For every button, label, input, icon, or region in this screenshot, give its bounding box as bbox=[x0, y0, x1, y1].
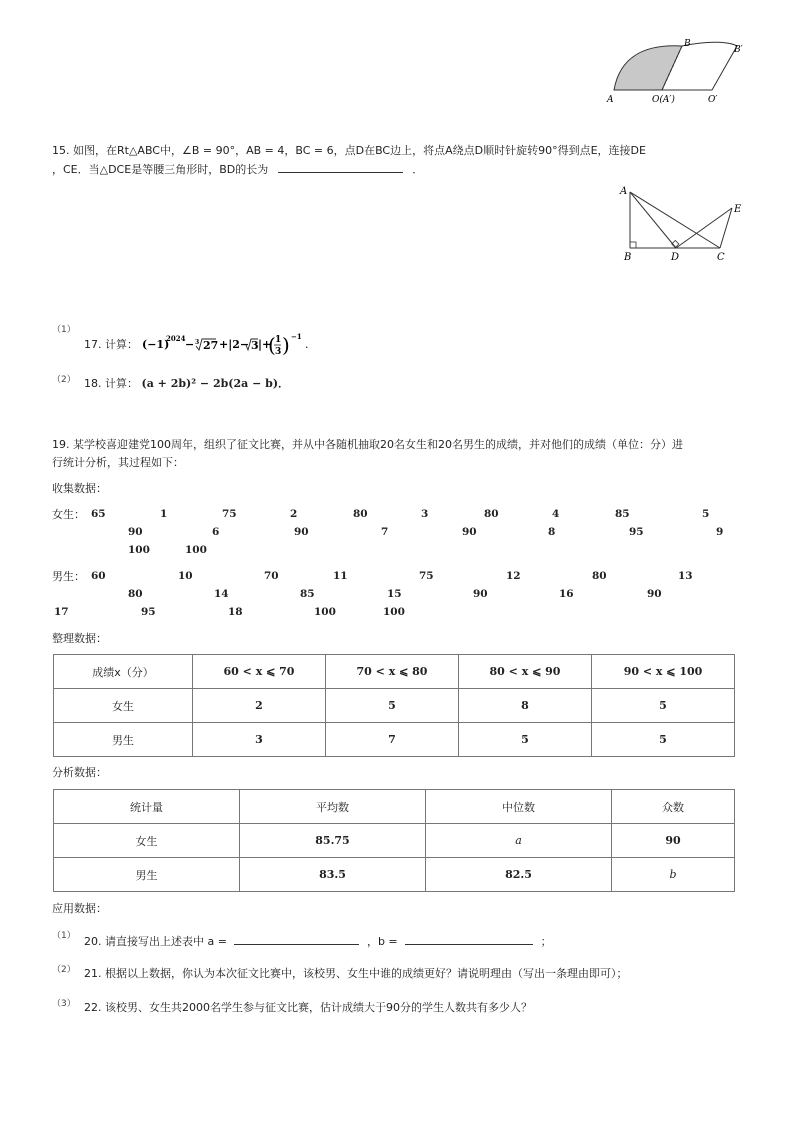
svg-text:): ) bbox=[281, 333, 290, 357]
q22-line bbox=[84, 1001, 532, 1015]
q20-line bbox=[84, 934, 552, 949]
q18-line bbox=[84, 377, 289, 391]
table-cell: 女生 bbox=[54, 824, 240, 858]
table-header-row bbox=[54, 790, 735, 824]
table-header-cell: 60 < x ⩽ 70 bbox=[193, 655, 326, 689]
girl-value: 90 bbox=[462, 526, 477, 538]
q18-prefix: 计算： bbox=[105, 377, 138, 390]
q17-formula bbox=[142, 330, 292, 360]
boy-value: 18 bbox=[228, 606, 243, 618]
svg-text:.: . bbox=[305, 338, 309, 351]
tri-label-b: B bbox=[624, 252, 632, 263]
table-row bbox=[54, 723, 735, 757]
table-cell: 男生 bbox=[54, 723, 193, 757]
q21-text: 根据以上数据，你认为本次征文比赛中，该校男、女生中谁的成绩更好？请说明理由（写出一条理由即可）； bbox=[105, 967, 628, 980]
boy-value: 16 bbox=[559, 588, 574, 600]
svg-text:|+: |+ bbox=[257, 338, 271, 351]
label-b-prime: B′ bbox=[734, 45, 743, 55]
table-cell: 82.5 bbox=[426, 858, 612, 892]
sector-figure bbox=[600, 36, 760, 108]
q20-text: 请直接写出上述表中 a = bbox=[105, 935, 227, 948]
q21-index: （2） bbox=[52, 965, 76, 975]
table-cell: 5 bbox=[459, 723, 592, 757]
girl-value: 80 bbox=[353, 508, 368, 520]
svg-text:27: 27 bbox=[202, 339, 218, 352]
girl-value: 100 bbox=[128, 544, 150, 556]
q15-line1 bbox=[52, 144, 646, 158]
girl-value: 80 bbox=[484, 508, 499, 520]
table-header-cell: 平均数 bbox=[240, 790, 426, 824]
svg-text:+|2−: +|2− bbox=[218, 338, 249, 351]
tri-label-e: E bbox=[734, 204, 742, 215]
boy-value: 75 bbox=[419, 570, 434, 582]
q20-index: （1） bbox=[52, 931, 76, 941]
table-cell: 2 bbox=[193, 689, 326, 723]
table-row bbox=[54, 689, 735, 723]
table-cell: 男生 bbox=[54, 858, 240, 892]
table-cell: 3 bbox=[193, 723, 326, 757]
boy-value: 80 bbox=[592, 570, 607, 582]
boy-value: 14 bbox=[214, 588, 229, 600]
table-cell: 5 bbox=[592, 723, 735, 757]
q15-text2: ，CE．当△DCE是等腰三角形时，BD的长为 bbox=[52, 163, 269, 176]
girl-value: 75 bbox=[222, 508, 237, 520]
svg-text:3: 3 bbox=[194, 339, 199, 346]
table-cell: 90 bbox=[612, 824, 735, 858]
triangle-figure bbox=[616, 180, 756, 265]
q22-text: 该校男、女生共2000名学生参与征文比赛，估计成绩大于90分的学生人数共有多少人？ bbox=[105, 1001, 532, 1014]
q18-expr: (a + 2b)² − 2b(2a − b)． bbox=[141, 377, 290, 390]
svg-text:3: 3 bbox=[250, 339, 259, 352]
q18-number: 18. bbox=[84, 377, 102, 390]
boy-value: 80 bbox=[128, 588, 143, 600]
boy-value: 10 bbox=[178, 570, 193, 582]
q22-number: 22. bbox=[84, 1001, 102, 1014]
boy-value: 85 bbox=[300, 588, 315, 600]
girl-value: 7 bbox=[381, 526, 389, 538]
q19-line1: 19. 某学校喜迎建党100周年，组织了征文比赛，并从中各随机抽取20名女生和20名男生的成绩，并对他们的成绩（单位：分）进 bbox=[52, 438, 683, 451]
organize-title: 整理数据： bbox=[52, 632, 107, 645]
girl-value: 65 bbox=[91, 508, 106, 520]
q15-end: ． bbox=[412, 163, 424, 176]
svg-text:1: 1 bbox=[274, 335, 281, 345]
label-b: B bbox=[684, 39, 691, 49]
girl-value: 9 bbox=[716, 526, 724, 538]
boy-value: 90 bbox=[473, 588, 488, 600]
svg-text:(−1): (−1) bbox=[141, 338, 169, 351]
label-o-a: O(A′) bbox=[652, 95, 675, 105]
table-header-row bbox=[54, 655, 735, 689]
table-row bbox=[54, 858, 735, 892]
girl-value: 90 bbox=[128, 526, 143, 538]
q20-answer-a[interactable] bbox=[234, 934, 359, 945]
table-header-cell: 众数 bbox=[612, 790, 735, 824]
girl-value: 85 bbox=[615, 508, 630, 520]
table-cell: 83.5 bbox=[240, 858, 426, 892]
q20-mid: ，b = bbox=[366, 935, 398, 948]
table-header-cell: 成绩x（分） bbox=[54, 655, 193, 689]
boy-value: 100 bbox=[383, 606, 405, 618]
svg-text:−1: −1 bbox=[291, 332, 302, 341]
tri-label-c: C bbox=[717, 252, 725, 263]
boy-value: 13 bbox=[678, 570, 693, 582]
girl-value: 5 bbox=[702, 508, 710, 520]
q22-index: （3） bbox=[52, 999, 76, 1009]
q17-prefix: 计算： bbox=[105, 338, 138, 351]
q21-line bbox=[84, 967, 628, 981]
table-cell: 8 bbox=[459, 689, 592, 723]
tri-label-a: A bbox=[620, 186, 628, 197]
table-cell: 5 bbox=[326, 689, 459, 723]
girl-value: 3 bbox=[421, 508, 429, 520]
q17-index: （1） bbox=[52, 325, 76, 335]
q15-answer-blank[interactable] bbox=[278, 162, 403, 173]
boy-value: 95 bbox=[141, 606, 156, 618]
label-a: A bbox=[607, 95, 614, 105]
girl-value: 8 bbox=[548, 526, 556, 538]
q17-number: 17. bbox=[84, 338, 102, 351]
table-header-cell: 70 < x ⩽ 80 bbox=[326, 655, 459, 689]
tri-label-d: D bbox=[671, 252, 680, 263]
analyze-title: 分析数据： bbox=[52, 766, 107, 779]
table-row bbox=[54, 824, 735, 858]
table-cell: 女生 bbox=[54, 689, 193, 723]
table-header-cell: 90 < x ⩽ 100 bbox=[592, 655, 735, 689]
girls-label: 女生： bbox=[52, 508, 85, 521]
boy-value: 100 bbox=[314, 606, 336, 618]
girl-value: 95 bbox=[629, 526, 644, 538]
q15-number: 15. bbox=[52, 144, 70, 157]
girl-value: 1 bbox=[160, 508, 168, 520]
girl-value: 4 bbox=[552, 508, 560, 520]
girl-value: 90 bbox=[294, 526, 309, 538]
boy-value: 11 bbox=[333, 570, 348, 582]
table-cell: b bbox=[612, 858, 735, 892]
q21-number: 21. bbox=[84, 967, 102, 980]
q15-line2 bbox=[52, 162, 423, 177]
q20-answer-b[interactable] bbox=[405, 934, 533, 945]
q20-number: 20. bbox=[84, 935, 102, 948]
table-cell: 85.75 bbox=[240, 824, 426, 858]
boy-value: 60 bbox=[91, 570, 106, 582]
q20-end: ； bbox=[540, 935, 552, 948]
boy-value: 17 bbox=[54, 606, 69, 618]
girl-value: 6 bbox=[212, 526, 220, 538]
table-header-cell: 统计量 bbox=[54, 790, 240, 824]
table-cell: 7 bbox=[326, 723, 459, 757]
svg-text:−: − bbox=[184, 338, 194, 351]
boy-value: 15 bbox=[387, 588, 402, 600]
q15-text: 如图，在Rt△ABC中，∠B = 90°，AB = 4，BC = 6，点D在BC边上，将点A绕点D顺时针旋转90°得到点E，连接DE bbox=[73, 144, 646, 157]
frequency-table bbox=[53, 654, 735, 757]
svg-text:3: 3 bbox=[274, 347, 281, 357]
boy-value: 90 bbox=[647, 588, 662, 600]
q18-index: （2） bbox=[52, 375, 76, 385]
apply-title: 应用数据： bbox=[52, 902, 107, 915]
svg-text:2024: 2024 bbox=[165, 334, 185, 343]
boy-value: 12 bbox=[506, 570, 521, 582]
table-cell: 5 bbox=[592, 689, 735, 723]
statistics-table bbox=[53, 789, 735, 892]
q17-exponent bbox=[291, 330, 313, 360]
q17-line bbox=[84, 330, 313, 358]
table-cell: a bbox=[426, 824, 612, 858]
boys-label: 男生： bbox=[52, 570, 85, 583]
table-header-cell: 中位数 bbox=[426, 790, 612, 824]
label-o-prime: O′ bbox=[708, 95, 718, 105]
girl-value: 2 bbox=[290, 508, 298, 520]
collect-title: 收集数据： bbox=[52, 482, 107, 495]
girl-value: 100 bbox=[185, 544, 207, 556]
table-header-cell: 80 < x ⩽ 90 bbox=[459, 655, 592, 689]
boy-value: 70 bbox=[264, 570, 279, 582]
q19-line2: 行统计分析，其过程如下： bbox=[52, 456, 184, 469]
svg-text:(: ( bbox=[267, 333, 276, 357]
